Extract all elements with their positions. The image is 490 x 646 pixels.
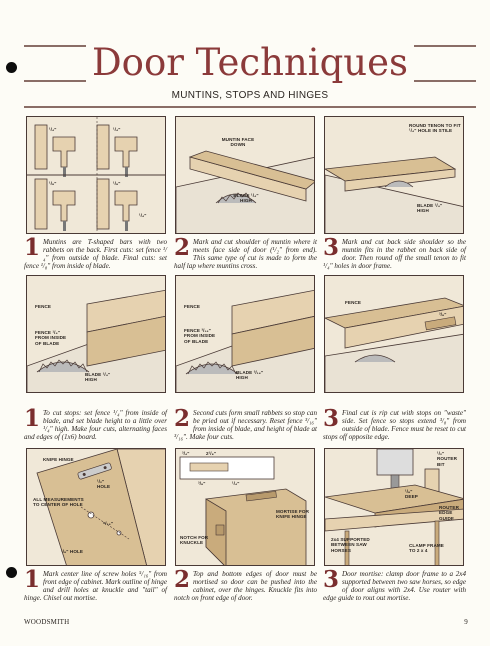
callout-label: KNIFE HINGE [43, 457, 74, 462]
step-number: 1 [24, 566, 41, 593]
dim-label: ¹/₄" [49, 127, 57, 132]
figure-stops-rip-cut [324, 275, 464, 393]
callout-label: BLADE ¹/₄" HIGH [417, 203, 443, 214]
dim-label: 2¹/₈" [206, 451, 217, 456]
dim-label: ¹/₈" DEEP [405, 489, 418, 500]
step-caption [24, 405, 167, 442]
figure-muntin-first-cuts [26, 116, 166, 234]
callout-label: FENCE ¹/₄" FROM INSIDE OF BLADE [35, 330, 67, 346]
step-caption [323, 234, 466, 271]
callout-label: BLADE ¹/₄" HIGH [85, 372, 111, 383]
caption-text: Top and bottom edges of door must be mortised so door can be pushed into the cabinet, over the hinges. Knuckle fits into notch on front edge of door. [174, 570, 317, 603]
callout-label: FENCE [35, 304, 52, 309]
step-number: 1 [24, 234, 41, 261]
dim-label: ¹/₄" [139, 213, 147, 218]
callout-label: NOTCH FOR KNUCKLE [180, 535, 209, 546]
caption-text: To cut stops: set fence ¹/₄" from inside of blade, and set blade height to a little over ¹/₄" high. Make four cuts, alternating faces and edges of (1x6) board. [24, 409, 167, 442]
callout-label: FENCE [345, 300, 362, 305]
step-caption [24, 566, 167, 603]
dim-label: ⁵/₁₆" [103, 521, 114, 526]
footer-magazine-name: WOODSMITH [24, 618, 70, 626]
caption-text: Second cuts form small rabbets so stop can be pried out if necessary. Reset fence ³/₁₆" from inside of blade, and height of blade at ³/₁₆". Make four cuts. [174, 409, 317, 442]
figure-stops-second-cut [175, 275, 315, 393]
dim-label: ¹/₄" [232, 481, 240, 486]
step-number: 3 [323, 566, 340, 593]
figure-muntin-shoulder [175, 116, 315, 234]
title-block [24, 41, 476, 84]
step-caption [174, 405, 317, 442]
figure-router-setup [324, 448, 464, 566]
step-number: 1 [24, 405, 41, 432]
step-number: 2 [174, 405, 191, 432]
binder-hole-bottom [6, 567, 17, 578]
figure-door-mortise-layout [175, 448, 315, 566]
figure-stops-first-cut [26, 275, 166, 393]
caption-text: Door mortise: clamp door frame to a 2x4 supported between two saw horses, so edge of door aligns with 2x4. Use router with edge guide to rout out mortise. [323, 570, 466, 603]
rip-cut-drawing [325, 276, 464, 393]
callout-label: 2x4 SUPPORTED BETWEEN SAW HORSES [331, 537, 370, 553]
dim-label: ³/₄" [182, 451, 190, 456]
step-number: 3 [323, 234, 340, 261]
page-title: Door Techniques [86, 44, 414, 82]
step-caption [323, 566, 466, 603]
callout-label: ¹/₂" HOLE [97, 479, 111, 490]
page-subtitle: MUNTINS, STOPS AND HINGES [171, 90, 329, 101]
callout-label: FENCE ³/₁₆" FROM INSIDE OF BLADE [184, 328, 216, 344]
callout-label: BLADE ¹/₄" HIGH [233, 193, 259, 204]
binder-hole-top [6, 62, 17, 73]
callout-label: FENCE [184, 304, 201, 309]
callout-label: BLADE ³/₁₆" HIGH [236, 370, 264, 381]
figure-hinge-layout [26, 448, 166, 566]
callout-label: MORTISE FOR KNIFE HINGE [276, 509, 310, 520]
dim-label: ¹/₄" [113, 127, 121, 132]
callout-label: ROUTER EDGE GUIDE [439, 505, 459, 521]
step-caption [323, 405, 466, 442]
caption-text: Mark center line of screw holes ⁵/₁₆" from front edge of cabinet. Mark outline of hinge and drill holes at knuckle and "tail" of hinge. Chisel out mortise. [24, 570, 167, 603]
step-caption [24, 234, 167, 271]
dim-label: ¹/₈" [49, 181, 57, 186]
tenon-drawing [325, 117, 464, 234]
callout-label: ¹/₈" HOLE [61, 549, 84, 554]
dim-label: ¹/₈" [113, 181, 121, 186]
caption-text: Muntins are T-shaped bars with two rabbets on the back. First cuts: set fence ¹/₄" from outside of blade. Final cuts: set fence ¹/₈" from inside of blade. [24, 238, 167, 271]
step-number: 2 [174, 566, 191, 593]
caption-text: Mark and cut back side shoulder so the muntin fits in the rabbet on back side of door. Then round off the small tenon to fit ¹/₄" holes in door frame. [323, 238, 466, 271]
figure-muntin-tenon [324, 116, 464, 234]
callout-label: ALL MEASUREMENTS TO CENTER OF HOLE [33, 497, 84, 508]
caption-text: Mark and cut shoulder of muntin where it meets face side of door (¹/₂" from end). This same type of cut is made to form the half lap where muntins cross. [174, 238, 317, 271]
step-caption [174, 234, 317, 271]
callout-label: CLAMP FRAME TO 2 x 4 [409, 543, 444, 554]
dim-label: ³/₈" [198, 481, 206, 486]
step-number: 2 [174, 234, 191, 261]
caption-text: Final cut is rip cut with stops on "waste" side. Set fence so stops extend ³/₈" from outside of blade. Fence must be reset to cut stops off opposite edge. [323, 409, 466, 442]
step-number: 3 [323, 405, 340, 432]
header-rule-bottom [24, 106, 476, 108]
saw-table-drawing [176, 117, 315, 234]
door-mortise-drawing [176, 449, 315, 566]
page-number: 9 [464, 618, 468, 626]
callout-label: ROUND TENON TO FIT ¹/₄" HOLE IN STILE [409, 123, 461, 134]
dim-label: ³/₈" [439, 312, 447, 317]
step-caption [174, 566, 317, 603]
callout-label: ¹/₂" ROUTER BIT [437, 451, 457, 467]
callout-label: MUNTIN FACE DOWN [221, 137, 255, 148]
